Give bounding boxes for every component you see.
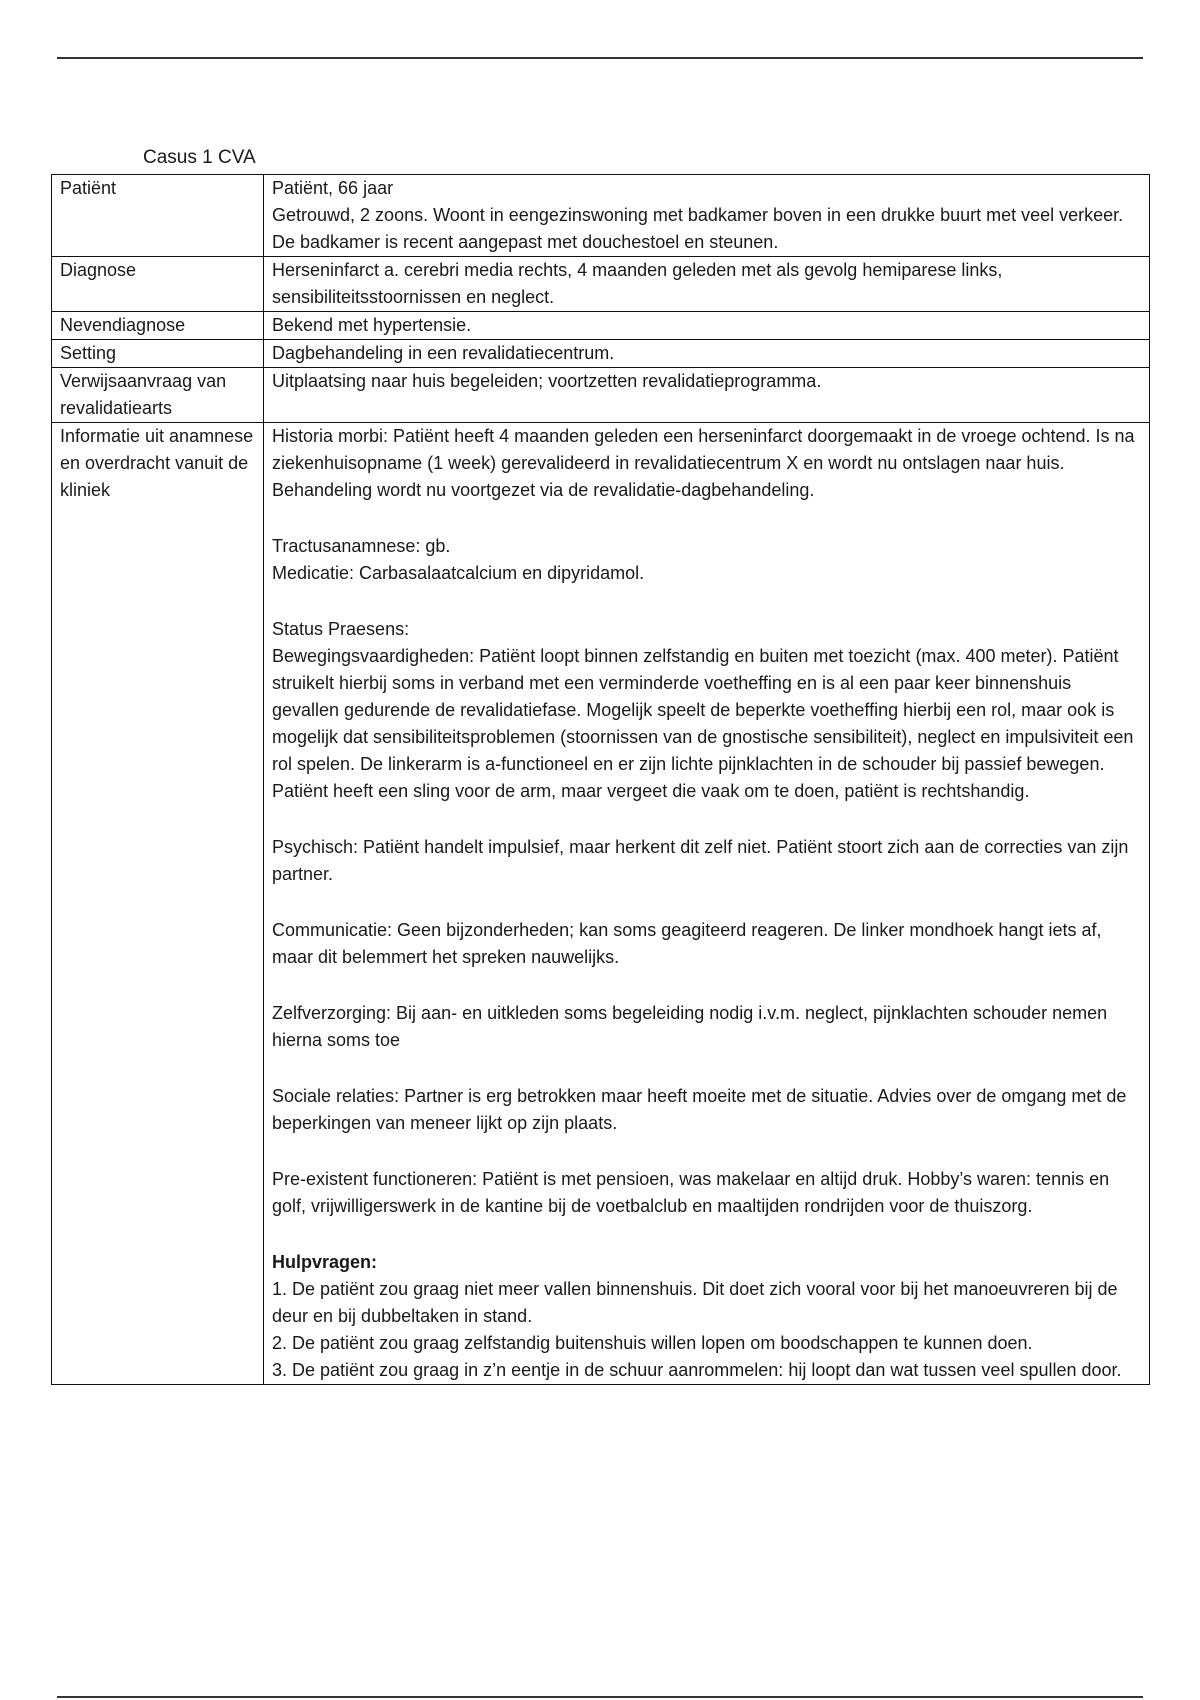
status-praesens-heading: Status Praesens: (272, 619, 410, 639)
tractusanamnese: Tractusanamnese: gb. (272, 536, 451, 556)
row-content-informatie (264, 423, 1150, 1385)
sociale-relaties: Sociale relaties: Partner is erg betrokken maar heeft moeite met de situatie. Advies over de omgang met de beperkingen van meneer lijkt op zijn plaats. (272, 1086, 1127, 1133)
historia-morbi: Historia morbi: Patiënt heeft 4 maanden geleden een herseninfarct doorgemaakt in de vroege ochtend. Is na ziekenhuisopname (1 week) gerevalideerd in revalidatiecentrum X en wordt nu ontslagen naar huis. Behandeling wordt nu voortgezet via de revalidatie-dagbehandeling. (272, 426, 1135, 500)
row-content-diagnose: Herseninfarct a. cerebri media rechts, 4 maanden geleden met als gevolg hemiparese links, sensibiliteitsstoornissen en neglect. (264, 257, 1150, 312)
row-content-verwijsaanvraag: Uitplaatsing naar huis begeleiden; voortzetten revalidatieprogramma. (264, 368, 1150, 423)
table-row-patient (52, 175, 1150, 257)
row-label-setting: Setting (52, 340, 264, 368)
row-label-diagnose: Diagnose (52, 257, 264, 312)
hulpvraag-item: 1. De patiënt zou graag niet meer vallen binnenshuis. Dit doet zich vooral voor bij het manoeuvreren bij de deur en bij dubbeltaken in stand. (272, 1279, 1118, 1326)
patient-age: Patiënt, 66 jaar (272, 178, 394, 198)
row-label-informatie: Informatie uit anamnese en overdracht vanuit de kliniek (52, 423, 264, 1385)
document-title: Casus 1 CVA (143, 147, 256, 168)
zelfverzorging: Zelfverzorging: Bij aan- en uitkleden soms begeleiding nodig i.v.m. neglect, pijnklachten schouder nemen hierna soms toe (272, 1003, 1108, 1050)
row-label-nevendiagnose: Nevendiagnose (52, 312, 264, 340)
table-row-diagnose (52, 257, 1150, 312)
hulpvragen-heading: Hulpvragen: (272, 1252, 378, 1272)
psychisch: Psychisch: Patiënt handelt impulsief, maar herkent dit zelf niet. Patiënt stoort zich aan de correcties van zijn partner. (272, 837, 1129, 884)
hulpvraag-item: 2. De patiënt zou graag zelfstandig buitenshuis willen lopen om boodschappen te kunnen doen. (272, 1333, 1033, 1353)
row-content-patient (264, 175, 1150, 257)
communicatie: Communicatie: Geen bijzonderheden; kan soms geagiteerd reageren. De linker mondhoek hangt iets af, maar dit belemmert het spreken nauwelijks. (272, 920, 1102, 967)
casus-table (51, 174, 1150, 1385)
patient-living-situation: Getrouwd, 2 zoons. Woont in eengezinswoning met badkamer boven in een drukke buurt met veel verkeer. De badkamer is recent aangepast met douchestoel en steunen. (272, 205, 1124, 252)
table-row-nevendiagnose (52, 312, 1150, 340)
table-row-verwijsaanvraag (52, 368, 1150, 423)
row-content-setting: Dagbehandeling in een revalidatiecentrum. (264, 340, 1150, 368)
medicatie: Medicatie: Carbasalaatcalcium en dipyridamol. (272, 563, 645, 583)
row-label-patient: Patiënt (52, 175, 264, 257)
table-row-setting (52, 340, 1150, 368)
pre-existent-functioneren: Pre-existent functioneren: Patiënt is met pensioen, was makelaar en altijd druk. Hobby’s waren: tennis en golf, vrijwilligerswerk in de kantine bij de voetbalclub en maaltijden rondrijden voor de thuiszorg. (272, 1169, 1110, 1216)
row-content-nevendiagnose: Bekend met hypertensie. (264, 312, 1150, 340)
bewegingsvaardigheden: Bewegingsvaardigheden: Patiënt loopt binnen zelfstandig en buiten met toezicht (max. 400 meter). Patiënt struikelt hierbij soms in verband met een verminderde voetheffing en is al een paar keer binnenshuis gevallen gedurende de revalidatiefase. Mogelijk speelt de beperkte voetheffing hierbij een rol, maar ook is mogelijk dat sensibiliteitsproblemen (stoornissen van de gnostische sensibiliteit), neglect en impulsiviteit een rol spelen. De linkerarm is a-functioneel en er zijn lichte pijnklachten in de schouder bij passief bewegen. Patiënt heeft een sling voor de arm, maar vergeet die vaak om te doen, patiënt is rechtshandig. (272, 646, 1134, 801)
hulpvraag-item: 3. De patiënt zou graag in z’n eentje in de schuur aanrommelen: hij loopt dan wat tussen veel spullen door. (272, 1360, 1122, 1380)
footer-rule (57, 1696, 1143, 1698)
row-label-verwijsaanvraag: Verwijsaanvraag van revalidatiearts (52, 368, 264, 423)
header-rule (57, 57, 1143, 59)
table-row-informatie (52, 423, 1150, 1385)
